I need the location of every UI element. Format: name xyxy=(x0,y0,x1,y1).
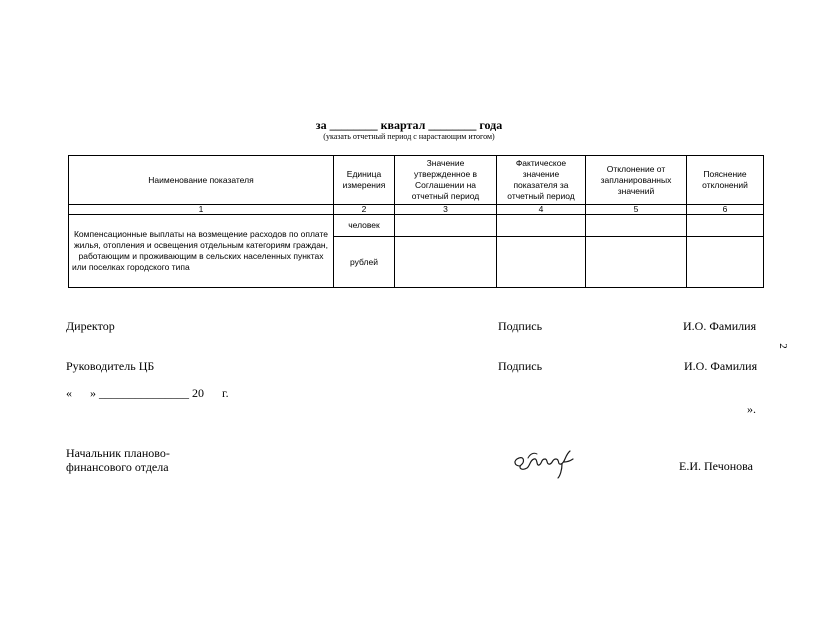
page-number: 2 xyxy=(776,343,789,349)
handwritten-signature-icon xyxy=(510,446,580,480)
header-deviation: Отклонение от запланированных значений xyxy=(586,156,687,205)
planning-head-role-line2: финансового отдела xyxy=(66,460,169,474)
actual-value-cell xyxy=(497,237,586,288)
header-unit: Единица измерения xyxy=(334,156,395,205)
indicator-name-cell: Компенсационные выплаты на возмещение расходов по оплате жилья, отопления и освещения отдельным категориям граждан, работающим и проживающим в сельских населенных пунктах или поселках городского типа xyxy=(69,215,334,288)
actual-value-cell xyxy=(497,215,586,237)
approved-value-cell xyxy=(395,237,497,288)
explanation-cell xyxy=(687,237,764,288)
column-number: 3 xyxy=(395,205,497,215)
column-number: 5 xyxy=(586,205,687,215)
planning-head-name: Е.И. Печонова xyxy=(679,459,753,473)
approved-value-cell xyxy=(395,215,497,237)
deviation-cell xyxy=(586,237,687,288)
table-row xyxy=(69,215,764,237)
planning-head-role-line1: Начальник планово- xyxy=(66,446,170,460)
column-number: 6 xyxy=(687,205,764,215)
column-number: 2 xyxy=(334,205,395,215)
cb-head-role: Руководитель ЦБ xyxy=(66,359,155,373)
header-approved-value: Значение утвержденное в Соглашении на отчетный период xyxy=(395,156,497,205)
closing-quote: ». xyxy=(747,402,756,416)
column-number: 1 xyxy=(69,205,334,215)
column-number-row xyxy=(69,205,764,215)
unit-cell-persons: человек xyxy=(334,215,395,237)
header-deviation-explanation: Пояснение отклонений xyxy=(687,156,764,205)
deviation-cell xyxy=(586,215,687,237)
director-role: Директор xyxy=(66,319,115,333)
cb-head-name: И.О. Фамилия xyxy=(684,359,758,373)
header-actual-value: Фактическое значение показателя за отчетный период xyxy=(497,156,586,205)
unit-cell-rubles: рублей xyxy=(334,237,395,288)
column-number: 4 xyxy=(497,205,586,215)
table-header-row xyxy=(69,156,764,205)
director-name: И.О. Фамилия xyxy=(683,319,757,333)
date-line: « » _______________ 20 г. xyxy=(66,386,229,400)
explanation-cell xyxy=(687,215,764,237)
header-indicator-name: Наименование показателя xyxy=(69,156,334,205)
cb-head-sign-label: Подпись xyxy=(498,359,543,373)
indicators-table xyxy=(68,155,764,288)
report-period-title: за ________ квартал ________ года xyxy=(315,118,503,132)
report-period-hint: (указать отчетный период с нарастающим итогом) xyxy=(323,132,495,141)
director-sign-label: Подпись xyxy=(498,319,543,333)
